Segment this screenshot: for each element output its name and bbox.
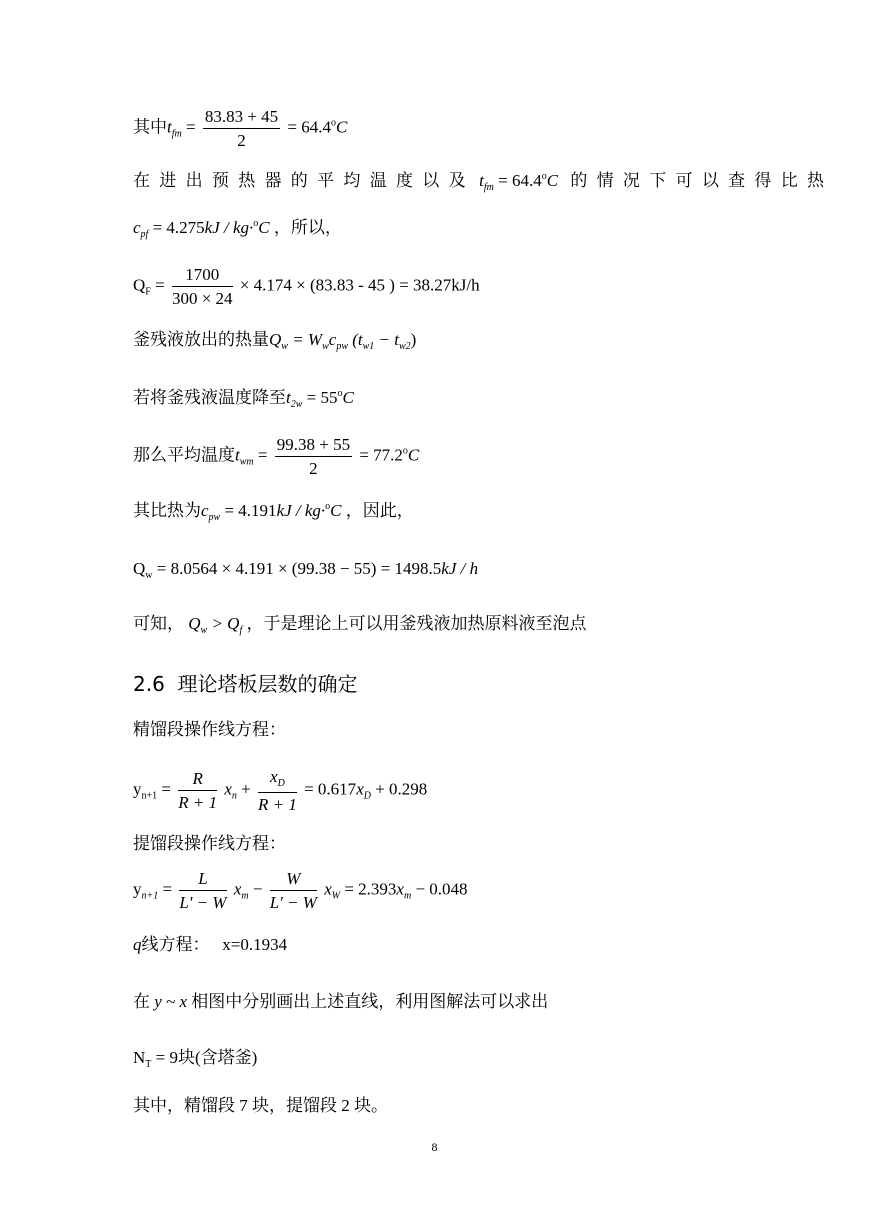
equation-t-2w: 若将釜残液温度降至$t_{2w} = 55^oC$ xyxy=(133,388,354,410)
fraction: $\frac{99.38 + 55}{2}$ xyxy=(276,435,351,478)
equation-t-fm: 其中$t_{fm}$ = $\frac{83.83 + 45}{2}$ = $64.4^oC$ xyxy=(133,107,348,150)
page-number: 8 xyxy=(431,1140,438,1154)
text-line-plate-count: 其中，精馏段 7 块，提馏段 2 块。 xyxy=(133,1096,388,1115)
fraction: $\frac{x_D}{R + 1}$ xyxy=(257,767,297,814)
text-line-graphical: 在 y ~ x 相图中分别画出上述直线，利用图解法可以求出 xyxy=(133,992,549,1011)
equation-c-pw: 其比热为$c_{pw} = 4.191kJ / kg\cdot^oC$ ，因此， xyxy=(133,501,414,523)
text-line-conclusion: 可知， $Q_w > Q_f$ ，于是理论上可以用釜残液加热原料液至泡点 xyxy=(133,614,587,636)
section-heading: 2.6 理论塔板层数的确定 xyxy=(133,672,358,696)
text-line-q-line: q线方程： x=0.1934 xyxy=(133,935,288,954)
text-line-specific-heat: 在进出预热器的平均温度以及 $t_{fm} = 64.4^oC$ 的情况下可以查得比热 xyxy=(133,171,834,193)
equation-c-pf: $c_{pf} = 4.275kJ / kg\cdot^oC$ ，所以， xyxy=(133,218,342,240)
fraction: $\frac{83.83 + 45}{2}$ xyxy=(204,107,279,150)
equation-rectifying-line: $y_{n+1}$ = $\frac{R}{R + 1}$ $x_n$ + $\frac{x_D}{R + 1}$ = $0.617x_D + 0.298$ xyxy=(133,767,428,814)
text-line-stripping: 提馏段操作线方程： xyxy=(133,834,286,853)
fraction: $\frac{W}{L' - W}$ xyxy=(269,869,317,912)
text-line-rectifying: 精馏段操作线方程： xyxy=(133,720,286,739)
equation-q-w: $Q_w = 8.0564 \times 4.191 \times (99.38 - 55) = 1498.5kJ / h$ xyxy=(133,559,479,581)
equation-q-f: $Q_F$ = $\frac{1700}{300 \times 24}$ × 4.174 × (83.83 - 45 ) = 38.27kJ/h xyxy=(133,265,480,308)
fraction: $\frac{R}{R + 1}$ xyxy=(178,769,218,812)
fraction: $\frac{1700}{300 \times 24}$ xyxy=(171,265,233,308)
equation-stripping-line: $y_{n+1}$ = $\frac{L}{L' - W}$ $x_m$ − $\frac{W}{L' - W}$ $x_W = 2.393x_m - 0.048$ xyxy=(133,869,468,912)
equation-t-wm: 那么平均温度$t_{wm}$ = $\frac{99.38 + 55}{2}$ = $77.2^oC$ xyxy=(133,435,420,478)
equation-q-w-def: 釜残液放出的热量$Q_w = W_wc_{pw}$ $(t_{w1} - t_{w2})$ xyxy=(133,330,417,352)
fraction: $\frac{L}{L' - W}$ xyxy=(179,869,227,912)
equation-n-t: $N_T = 9$块(含塔釜) xyxy=(133,1048,258,1070)
